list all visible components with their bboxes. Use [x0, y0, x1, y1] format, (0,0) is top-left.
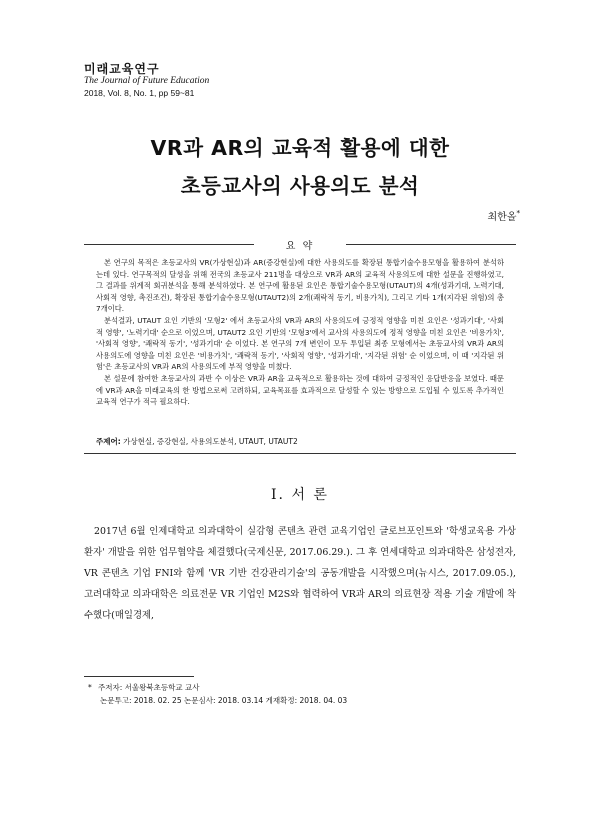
- keywords-label: 주제어:: [96, 437, 121, 446]
- footnote-rule: [84, 676, 194, 677]
- abstract-paragraph-3: 본 설문에 참여한 초등교사의 과반 수 이상은 VR과 AR을 교육적으로 활용하는 것에 대하여 긍정적인 응답반응을 보였다. 때문에 VR과 AR을 미래교육의 한 방법으로써 고려하되, 교육목표를 효과적으로 달성할 수 있는 방향으로 도입될 수 있도록 추가적인 교육적 연구가 적극 필요하다.: [96, 373, 504, 407]
- abstract-heading-rule-right: [346, 244, 516, 245]
- body-text: [84, 521, 516, 626]
- keywords: [96, 436, 504, 447]
- section-heading-introduction: Ⅰ. 서 론: [271, 487, 329, 503]
- footnote-affiliation: 주저자: 서울왕북초등학교 교사: [98, 683, 200, 692]
- journal-name-english: The Journal of Future Education: [84, 76, 210, 87]
- footnote-affiliation-line: [88, 682, 347, 695]
- footnote-symbol: *: [88, 683, 92, 692]
- abstract-paragraph-1: 본 연구의 목적은 초등교사의 VR(가상현실)과 AR(증강현실)에 대한 사용의도를 확장된 통합기술수용모형을 활용하여 분석하는데 있다. 연구목적의 달성을 위해 전국의 초등교사 211명을 대상으로 VR과 AR의 교육적 사용의도에 대한 설문을 진행하였고, 그 결과를 위계적 회귀분석을 통해 분석하였다. 본 연구에 활용된 요인은 통합기술수용모형(UTAUT)의 4개(성과기대, 노력기대, 사회적 영향, 촉진조건), 확장된 통합기술수용모형(UTAUT2)의 2개(쾌락적 동기, 비용가치), 그리고 기타 1개(지각된 위험)의 총 7개이다.: [96, 258, 504, 314]
- abstract-heading-label: 요 약: [285, 241, 315, 252]
- paper-title-line-2: 초등교사의 사용의도 분석: [180, 174, 420, 198]
- body-paragraph-1: 2017년 6월 인제대학교 의과대학이 실감형 콘텐츠 관련 교육기업인 글로브포인트와 '학생교육용 가상환자' 개발을 위한 업무협약을 체결했다(국제신문, 2017.06.29.). 그 후 연세대학교 의과대학은 삼성전자, VR 콘텐츠 기업 FNI와 함께 'VR 기반 건강관리기술'의 공동개발을 시작했으며(뉴시스, 2017.09.05.), 고려대학교 의과대학은 의료전문 VR 기업인 M2S와 협력하여 VR과 AR의 의료현장 적용 기술 개발에 착수했다(매일경제,: [84, 526, 516, 621]
- journal-name-korean: 미래교육연구: [84, 62, 160, 76]
- abstract-bottom-rule: [84, 453, 516, 454]
- abstract-paragraph-2: 분석결과, UTAUT 요인 기반의 '모형2' 에서 초등교사의 VR과 AR의 사용의도에 긍정적 영향을 미친 요인은 '성과기대', '사회적 영향', '노력기대' 순으로 이었으며, UTAUT2 요인 기반의 '모형3'에서 교사의 사용의도에 정적 영향을 미친 요인은 '비용가치', '사회적 영향', '쾌락적 동기', '성과기대' 순 이었다. 본 연구의 7개 변인이 모두 투입된 최종 모형에서는 초등교사의 VR과 AR의 사용의도에 영향을 미친 요인은 '비용가치', '쾌락적 동기', '사회적 영향', '성과기대', '지각된 위험' 순 이었으며, 이 때 '지각된 위험'은 초등교사의 VR과 AR의 사용의도에 부적 영향을 미쳤다.: [96, 315, 504, 372]
- journal-header: [84, 62, 209, 98]
- author: [488, 208, 520, 223]
- abstract-body: [96, 257, 504, 408]
- journal-volume-info: 2018, Vol. 8, No. 1, pp 59~81: [84, 87, 195, 98]
- paper-title-line-1: VR과 AR의 교육적 활용에 대한: [150, 136, 450, 160]
- author-footnote-mark: *: [516, 209, 520, 218]
- footnotes: [88, 682, 347, 707]
- keywords-list: 가상현실, 증강현실, 사용의도분석, UTAUT, UTAUT2: [123, 437, 298, 446]
- abstract-heading: [84, 237, 516, 251]
- footnote-dates: 논문투고: 2018. 02. 25 논문심사: 2018. 03.14 게재확정: 2018. 04. 03: [100, 695, 348, 705]
- author-name: 최한올: [487, 212, 517, 223]
